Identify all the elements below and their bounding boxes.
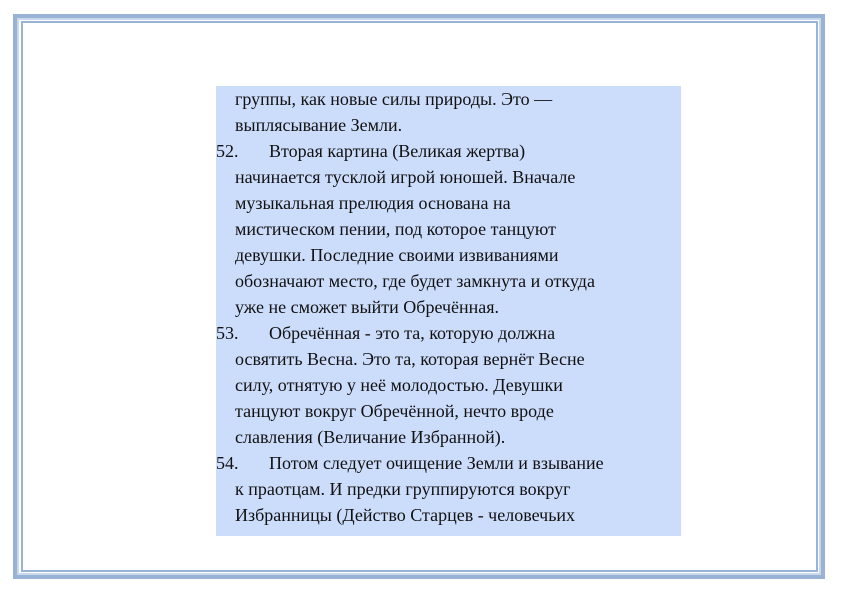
text-line: Обречённая - это та, которую должна — [269, 323, 556, 343]
text-line: выплясывание Земли. — [235, 115, 403, 135]
paragraph-number: 53. — [216, 323, 239, 343]
text-line: обозначают место, где будет замкнута и откуда — [235, 271, 595, 291]
paragraph-number: 52. — [216, 141, 239, 161]
paragraph-continuation — [216, 86, 681, 138]
text-line: Вторая картина (Великая жертва) — [269, 141, 526, 161]
text-box — [216, 86, 681, 536]
paragraph-53 — [216, 320, 681, 450]
text-line: Потом следует очищение Земли и взывание — [269, 453, 604, 473]
text-line: группы, как новые силы природы. Это — — [235, 89, 553, 109]
text-line: силу, отнятую у неё молодостью. Девушки — [235, 375, 563, 395]
text-line: начинается тусклой игрой юношей. Вначале — [235, 167, 576, 187]
text-line: уже не сможет выйти Обречённая. — [235, 297, 500, 317]
paragraph-number: 54. — [216, 453, 239, 473]
text-line: к праотцам. И предки группируются вокруг — [235, 479, 571, 499]
text-line: освятить Весна. Это та, которая вернёт Весне — [235, 349, 585, 369]
text-line: Избранницы (Действо Старцев - человечьих — [235, 505, 576, 525]
paragraph-52 — [216, 138, 681, 320]
text-line: славления (Величание Избранной). — [235, 427, 506, 447]
text-line: мистическом пении, под которое танцуют — [235, 219, 557, 239]
text-line: девушки. Последние своими извиваниями — [235, 245, 559, 265]
text-line: танцуют вокруг Обречённой, нечто вроде — [235, 401, 554, 421]
paragraph-54 — [216, 450, 681, 528]
text-line: музыкальная прелюдия основана на — [235, 193, 511, 213]
